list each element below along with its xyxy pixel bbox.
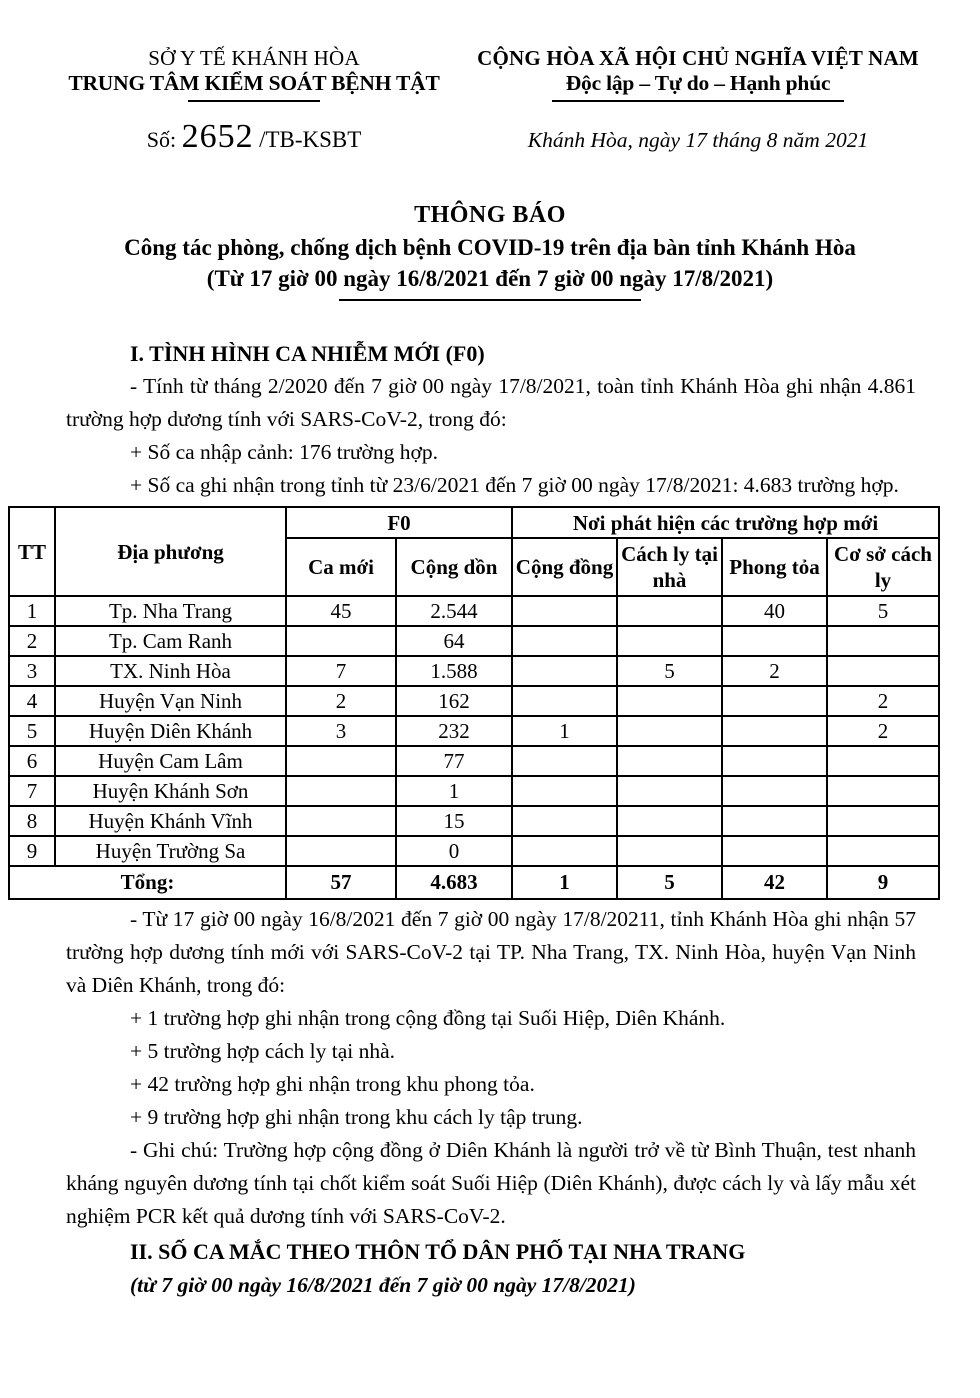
value-cell [722, 626, 827, 656]
locality-cell: Huyện Cam Lâm [55, 746, 286, 776]
value-cell: 2 [722, 656, 827, 686]
value-cell: 7 [9, 776, 55, 806]
locality-cell: Huyện Diên Khánh [55, 716, 286, 746]
value-cell [286, 806, 396, 836]
number-suffix: /TB-KSBT [259, 127, 362, 152]
number-date-row [0, 102, 980, 156]
value-cell [827, 806, 939, 836]
value-cell [512, 836, 617, 866]
value-cell: 2 [9, 626, 55, 656]
col-header-quarantine-facility: Cơ sở cách ly [827, 538, 939, 596]
value-cell: 1.588 [396, 656, 512, 686]
value-cell [617, 806, 722, 836]
total-row [9, 866, 939, 899]
value-cell [617, 626, 722, 656]
value-cell [617, 596, 722, 626]
value-cell: 8 [9, 806, 55, 836]
value-cell [827, 656, 939, 686]
section1-content [0, 337, 980, 502]
value-cell: 64 [396, 626, 512, 656]
value-cell: 2 [827, 716, 939, 746]
cases-table-head [9, 507, 939, 596]
col-header-lockdown: Phong tỏa [722, 538, 827, 596]
value-cell [617, 746, 722, 776]
summary-content [0, 903, 980, 1302]
agency-name: TRUNG TÂM KIỂM SOÁT BỆNH TẬT [68, 71, 440, 95]
value-cell [722, 836, 827, 866]
national-title: CỘNG HÒA XÃ HỘI CHỦ NGHĨA VIỆT NAM [477, 46, 919, 70]
document-type-title: THÔNG BÁO [414, 202, 566, 228]
value-cell: 2.544 [396, 596, 512, 626]
value-cell: 2 [286, 686, 396, 716]
locality-cell: Huyện Khánh Vĩnh [55, 806, 286, 836]
col-group-detection-place: Nơi phát hiện các trường hợp mới [512, 507, 939, 538]
value-cell: 2 [827, 686, 939, 716]
value-cell [286, 836, 396, 866]
document-header [0, 0, 980, 102]
value-cell [512, 686, 617, 716]
table-row [9, 776, 939, 806]
reporting-period: (Từ 17 giờ 00 ngày 16/8/2021 đến 7 giờ 00 ngày 17/8/2021) [206, 266, 774, 291]
value-cell: 45 [286, 596, 396, 626]
value-cell: 1 [512, 716, 617, 746]
value-cell: 162 [396, 686, 512, 716]
value-cell [722, 776, 827, 806]
value-cell: 232 [396, 716, 512, 746]
total-label: Tổng: [9, 866, 286, 899]
value-cell [722, 746, 827, 776]
national-motto: Độc lập – Tự do – Hạnh phúc [565, 71, 831, 95]
value-cell: 0 [396, 836, 512, 866]
col-header-cumulative: Cộng dồn [396, 538, 512, 596]
value-cell [286, 626, 396, 656]
table-row [9, 806, 939, 836]
total-lockdown: 42 [722, 866, 827, 899]
value-cell [617, 836, 722, 866]
paragraph: + 42 trường hợp ghi nhận trong khu phong tỏa. [130, 1072, 535, 1096]
number-value: 2652 [181, 118, 254, 155]
agency-parent-name: SỞ Y TẾ KHÁNH HÒA [148, 46, 360, 70]
locality-cell: Tp. Cam Ranh [55, 626, 286, 656]
value-cell: 3 [9, 656, 55, 686]
paragraph: + 9 trường hợp ghi nhận trong khu cách ly tập trung. [130, 1105, 583, 1129]
total-cumulative: 4.683 [396, 866, 512, 899]
title-block [0, 202, 980, 301]
value-cell [827, 836, 939, 866]
value-cell [512, 626, 617, 656]
section2-period: (từ 7 giờ 00 ngày 16/8/2021 đến 7 giờ 00 ngày 17/8/2021) [130, 1273, 636, 1297]
col-header-home-quarantine: Cách ly tại nhà [617, 538, 722, 596]
value-cell [827, 626, 939, 656]
title-underline [339, 299, 641, 301]
value-cell [827, 746, 939, 776]
table-row [9, 746, 939, 776]
document-number [58, 118, 450, 156]
value-cell: 3 [286, 716, 396, 746]
value-cell [617, 716, 722, 746]
cases-table-body [9, 596, 939, 866]
table-row [9, 716, 939, 746]
locality-cell: TX. Ninh Hòa [55, 656, 286, 686]
section1-heading: I. TÌNH HÌNH CA NHIỄM MỚI (F0) [130, 341, 485, 366]
table-row [9, 596, 939, 626]
value-cell [512, 746, 617, 776]
paragraph: + 5 trường hợp cách ly tại nhà. [130, 1039, 396, 1063]
col-group-f0: F0 [286, 507, 512, 538]
national-motto-block [450, 46, 946, 102]
paragraph: + Số ca nhập cảnh: 176 trường hợp. [130, 440, 439, 464]
issuing-agency-block [58, 46, 450, 102]
total-community: 1 [512, 866, 617, 899]
value-cell [512, 656, 617, 686]
paragraph: - Tính từ tháng 2/2020 đến 7 giờ 00 ngày 17/8/2021, toàn tỉnh Khánh Hòa ghi nhận 4.861 trường hợp dương tính với SARS-CoV-2, trong đó: [66, 374, 916, 431]
locality-cell: Tp. Nha Trang [55, 596, 286, 626]
value-cell: 5 [9, 716, 55, 746]
value-cell: 5 [617, 656, 722, 686]
value-cell [617, 686, 722, 716]
document-subject: Công tác phòng, chống dịch bệnh COVID-19 trên địa bàn tỉnh Khánh Hòa [124, 235, 856, 260]
value-cell [286, 746, 396, 776]
table-row [9, 626, 939, 656]
paragraph: - Từ 17 giờ 00 ngày 16/8/2021 đến 7 giờ 00 ngày 17/8/20211, tỉnh Khánh Hòa ghi nhận 57 trường hợp dương tính mới với SARS-CoV-2 tại TP. Nha Trang, TX. Ninh Hòa, huyện Vạn Ninh và Diên Khánh, trong đó: [66, 907, 916, 997]
col-header-new-cases: Ca mới [286, 538, 396, 596]
value-cell [512, 776, 617, 806]
value-cell: 40 [722, 596, 827, 626]
total-home-quarantine: 5 [617, 866, 722, 899]
value-cell: 9 [9, 836, 55, 866]
paragraph: + 1 trường hợp ghi nhận trong cộng đồng tại Suối Hiệp, Diên Khánh. [130, 1006, 726, 1030]
number-label: Số: [146, 127, 177, 152]
value-cell [827, 776, 939, 806]
total-quarantine-facility: 9 [827, 866, 939, 899]
paragraph: + Số ca ghi nhận trong tỉnh từ 23/6/2021 đến 7 giờ 00 ngày 17/8/2021: 4.683 trường hợp. [130, 473, 899, 497]
value-cell: 1 [9, 596, 55, 626]
table-row [9, 656, 939, 686]
value-cell [512, 806, 617, 836]
value-cell: 4 [9, 686, 55, 716]
value-cell [512, 596, 617, 626]
value-cell [617, 776, 722, 806]
col-header-community: Cộng đồng [512, 538, 617, 596]
cases-table [8, 506, 940, 900]
value-cell [722, 686, 827, 716]
col-header-locality: Địa phương [55, 507, 286, 596]
value-cell [722, 806, 827, 836]
locality-cell: Huyện Khánh Sơn [55, 776, 286, 806]
value-cell: 1 [396, 776, 512, 806]
col-header-tt: TT [9, 507, 55, 596]
value-cell [722, 716, 827, 746]
paragraph: - Ghi chú: Trường hợp cộng đồng ở Diên Khánh là người trở về từ Bình Thuận, test nhanh kháng nguyên dương tính tại chốt kiểm soát Suối Hiệp (Diên Khánh), được cách ly và lấy mẫu xét nghiệm PCR kết quả dương tính với SARS-CoV-2. [66, 1138, 916, 1228]
place-date-line: Khánh Hòa, ngày 17 tháng 8 năm 2021 [527, 128, 869, 152]
table-row [9, 836, 939, 866]
agency-underline [188, 100, 320, 102]
table-row [9, 686, 939, 716]
value-cell: 6 [9, 746, 55, 776]
total-new-cases: 57 [286, 866, 396, 899]
value-cell [286, 776, 396, 806]
value-cell: 5 [827, 596, 939, 626]
locality-cell: Huyện Vạn Ninh [55, 686, 286, 716]
value-cell: 77 [396, 746, 512, 776]
value-cell: 7 [286, 656, 396, 686]
section2-heading: II. SỐ CA MẮC THEO THÔN TỔ DÂN PHỐ TẠI NHA TRANG [130, 1239, 746, 1264]
value-cell: 15 [396, 806, 512, 836]
motto-underline [552, 100, 844, 102]
locality-cell: Huyện Trường Sa [55, 836, 286, 866]
